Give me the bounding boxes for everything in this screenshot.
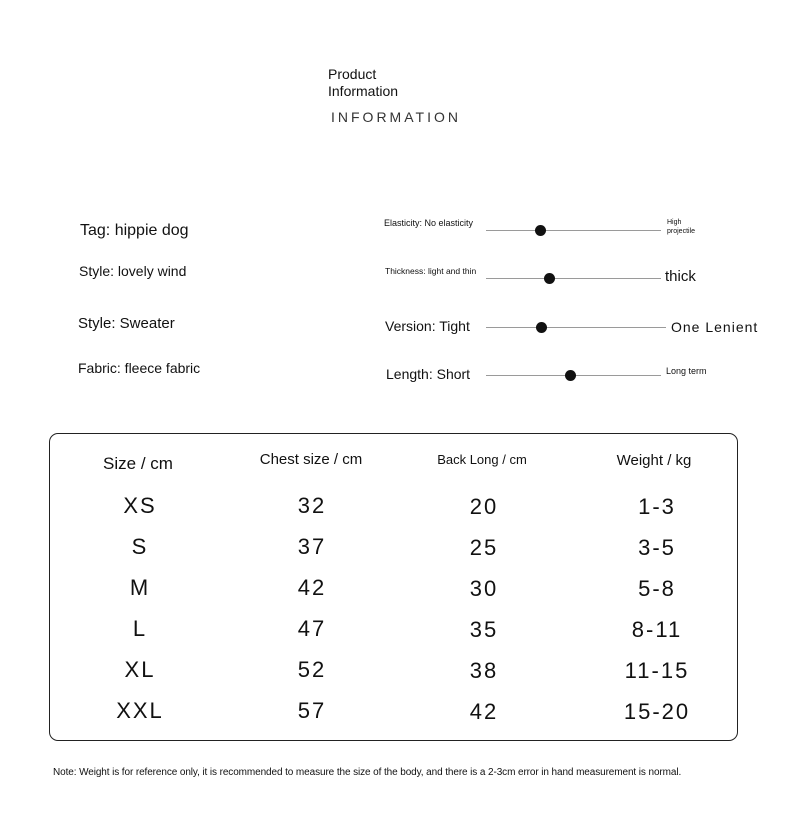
measurement-note: Note: Weight is for reference only, it is recommended to measure the size of the body, and there is a 2-3cm error in hand measurement is normal. xyxy=(53,767,682,778)
header-size: Size / cm xyxy=(103,454,173,473)
information-subtitle: INFORMATION xyxy=(331,109,461,125)
table-cell: 11-15 xyxy=(624,658,690,683)
attribute-tag: Tag: hippie dog xyxy=(80,222,189,239)
table-cell: S xyxy=(131,534,149,559)
table-cell: 37 xyxy=(297,534,327,559)
attribute-style-1: Style: lovely wind xyxy=(79,263,187,279)
table-cell: XXL xyxy=(116,698,164,723)
table-cell: 5-8 xyxy=(638,576,676,601)
table-cell: XS xyxy=(123,493,157,518)
table-cell: XL xyxy=(124,657,156,682)
title-line-1: Product xyxy=(328,66,377,82)
table-cell: L xyxy=(132,616,148,641)
table-cell: 25 xyxy=(469,535,499,560)
table-cell: 35 xyxy=(469,617,499,642)
slider-elasticity-track xyxy=(486,230,661,231)
slider-length-end-label: Long term xyxy=(666,366,707,376)
header-back-length: Back Long / cm xyxy=(437,452,527,467)
slider-thickness-track xyxy=(486,278,661,279)
slider-elasticity-end-label: High projectile xyxy=(667,219,696,235)
header-weight: Weight / kg xyxy=(616,452,692,469)
table-cell: 30 xyxy=(469,576,499,601)
table-cell: 8-11 xyxy=(631,617,683,642)
slider-version-track xyxy=(486,327,666,328)
slider-elasticity-label: Elasticity: No elasticity xyxy=(384,218,474,228)
attribute-fabric: Fabric: fleece fabric xyxy=(78,360,201,376)
slider-thickness-dot xyxy=(544,273,555,284)
table-cell: 47 xyxy=(297,616,327,641)
table-cell: 42 xyxy=(297,575,327,600)
slider-version-end-label: One Lenient xyxy=(671,319,759,335)
slider-version-dot xyxy=(536,322,547,333)
table-cell: 32 xyxy=(297,493,327,518)
table-cell: 3-5 xyxy=(638,535,676,560)
table-cell: 42 xyxy=(469,699,499,724)
table-cell: 38 xyxy=(469,658,499,683)
slider-thickness-label: Thickness: light and thin xyxy=(385,266,477,276)
table-cell: M xyxy=(129,575,151,600)
table-cell: 20 xyxy=(469,494,499,519)
attribute-style-2: Style: Sweater xyxy=(78,315,175,332)
slider-length-dot xyxy=(565,370,576,381)
title-line-2: Information xyxy=(328,83,399,99)
slider-thickness-end-label: thick xyxy=(665,268,696,285)
table-cell: 15-20 xyxy=(623,699,691,724)
slider-elasticity-dot xyxy=(535,225,546,236)
slider-version-label: Version: Tight xyxy=(385,318,470,334)
slider-length-label: Length: Short xyxy=(386,366,471,382)
header-chest: Chest size / cm xyxy=(259,451,363,468)
table-cell: 1-3 xyxy=(638,494,676,519)
product-information-title xyxy=(328,66,398,100)
table-cell: 52 xyxy=(297,657,327,682)
table-cell: 57 xyxy=(297,698,327,723)
